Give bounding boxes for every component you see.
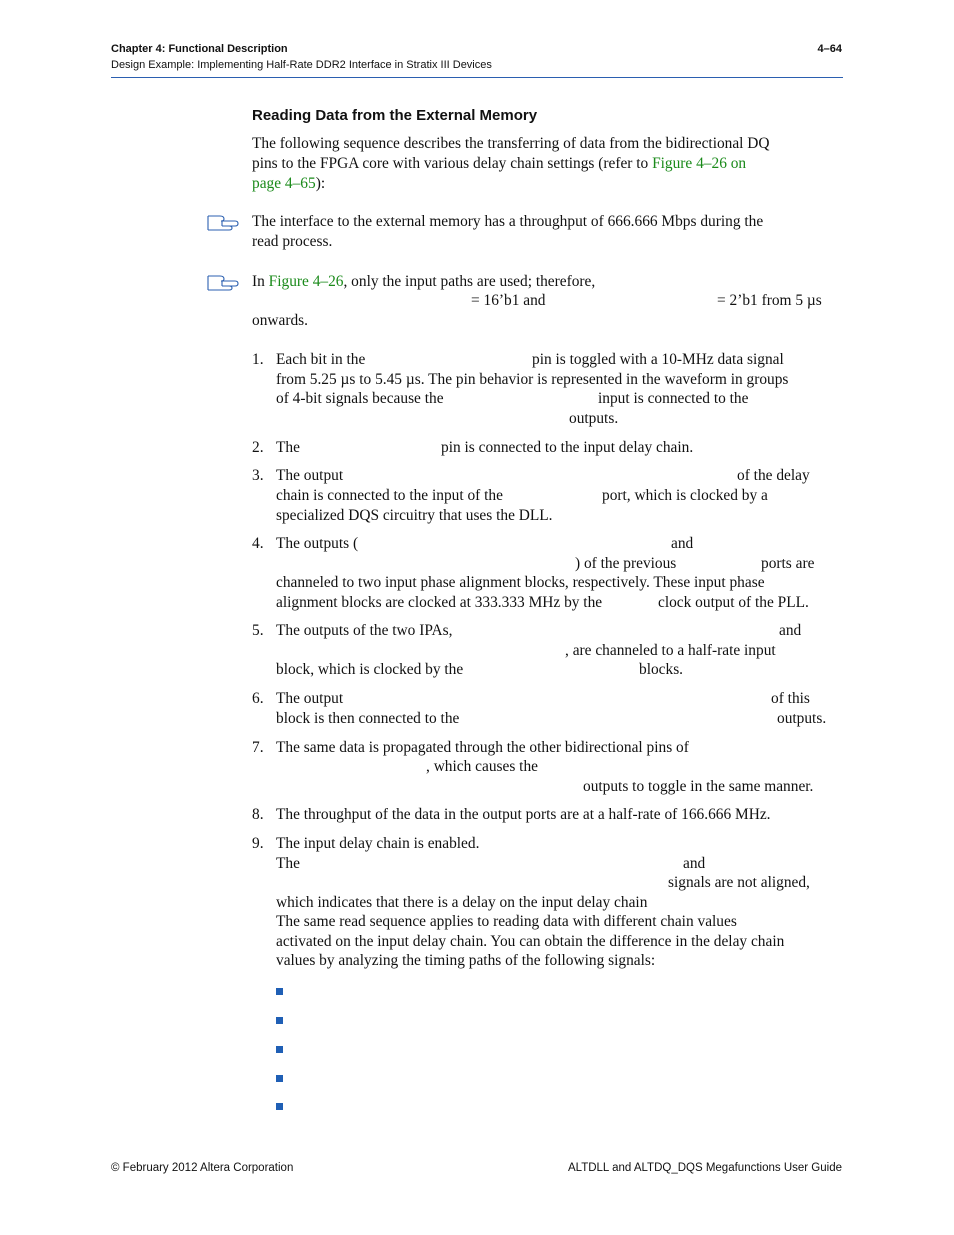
item-text: ) of the previous: [575, 555, 677, 572]
footer-copyright: © February 2012 Altera Corporation: [111, 1162, 294, 1174]
item-text: values by analyzing the timing paths of the following signals:: [276, 952, 656, 969]
footer-title: ALTDLL and ALTDQ_DQS Megafunctions User Guide: [567, 1162, 842, 1174]
item-text: and: [671, 535, 694, 552]
bullet-icon: [276, 1075, 283, 1082]
note-text: = 16’b1 and: [471, 292, 546, 309]
page-link[interactable]: page 4–65: [252, 175, 316, 192]
item-text: The: [276, 439, 300, 456]
item-text: of 4-bit signals because the: [276, 390, 444, 407]
item-text: signals are not aligned,: [668, 874, 810, 891]
item-text: clock output of the PLL.: [658, 594, 809, 611]
item-text: blocks.: [639, 661, 684, 678]
item-number: 7.: [252, 739, 264, 756]
intro-line: [252, 174, 325, 194]
item-text: port, which is clocked by a: [602, 487, 768, 504]
item-number: 3.: [252, 467, 264, 484]
note-text: read process.: [252, 233, 333, 250]
bullet-icon: [276, 1046, 283, 1053]
note-text: [252, 272, 595, 292]
item-text: outputs.: [777, 710, 827, 727]
item-text: activated on the input delay chain. You can obtain the difference in the delay chain: [276, 933, 785, 950]
item-text: of the delay: [737, 467, 810, 484]
item-text: of this: [771, 690, 810, 707]
item-text: The input delay chain is enabled.: [276, 835, 480, 852]
item-number: 8.: [252, 806, 264, 823]
item-text: block is then connected to the: [276, 710, 460, 727]
item-text: The outputs (: [276, 535, 359, 552]
header-rule: [111, 77, 843, 78]
intro-line: The following sequence describes the transferring of data from the bidirectional DQ: [252, 135, 770, 152]
item-text: , are channeled to a half-rate input: [565, 642, 776, 659]
item-text: specialized DQS circuitry that uses the DLL.: [276, 507, 553, 524]
item-text: pin is toggled with a 10-MHz data signal: [532, 351, 784, 368]
note-hand-icon: [207, 272, 239, 294]
item-text: The same read sequence applies to reading data with different chain values: [276, 913, 737, 930]
section-heading: Reading Data from the External Memory: [252, 107, 538, 124]
note-text: = 2’b1 from 5 µs: [717, 292, 822, 309]
note-text-part: , only the input paths are used; therefore,: [343, 273, 596, 290]
item-text: channeled to two input phase alignment blocks, respectively. These input phase: [276, 574, 765, 591]
item-text: outputs to toggle in the same manner.: [583, 778, 814, 795]
item-text: alignment blocks are clocked at 333.333 MHz by the: [276, 594, 603, 611]
item-text: Each bit in the: [276, 351, 366, 368]
bullet-icon: [276, 1103, 283, 1110]
intro-text: ):: [315, 175, 326, 192]
item-text: outputs.: [569, 410, 619, 427]
note-hand-icon: [207, 212, 239, 234]
chapter-header: Chapter 4: Functional Description: [111, 43, 288, 55]
note-text: The interface to the external memory has a throughput of 666.666 Mbps during the: [252, 213, 764, 230]
intro-text: pins to the FPGA core with various delay chain settings (refer to: [252, 155, 653, 172]
figure-link[interactable]: Figure 4–26 on: [652, 155, 747, 172]
item-text: and: [779, 622, 802, 639]
item-text: from 5.25 µs to 5.45 µs. The pin behavior is represented in the waveform in groups: [276, 371, 789, 388]
section-subtitle: Design Example: Implementing Half-Rate DDR2 Interface in Stratix III Devices: [111, 59, 492, 71]
item-text: input is connected to the: [598, 390, 749, 407]
item-text: and: [683, 855, 706, 872]
item-text: , which causes the: [426, 758, 538, 775]
item-number: 6.: [252, 690, 264, 707]
intro-line: [252, 154, 746, 174]
item-number: 2.: [252, 439, 264, 456]
item-text: chain is connected to the input of the: [276, 487, 503, 504]
bullet-icon: [276, 1017, 283, 1024]
item-text: The output: [276, 690, 344, 707]
item-text: The output: [276, 467, 344, 484]
item-text: ports are: [761, 555, 815, 572]
item-number: 1.: [252, 351, 264, 368]
item-text: The same data is propagated through the other bidirectional pins of: [276, 739, 689, 756]
note-text-part: In: [252, 273, 269, 290]
item-text: The throughput of the data in the output ports are at a half-rate of 166.666 MHz.: [276, 806, 771, 823]
item-text: The outputs of the two IPAs,: [276, 622, 453, 639]
figure-link[interactable]: Figure 4–26: [268, 273, 344, 290]
bullet-icon: [276, 988, 283, 995]
item-text: pin is connected to the input delay chain.: [441, 439, 694, 456]
item-text: block, which is clocked by the: [276, 661, 464, 678]
item-text: The: [276, 855, 300, 872]
item-number: 4.: [252, 535, 264, 552]
note-text: onwards.: [252, 312, 308, 329]
item-number: 9.: [252, 835, 264, 852]
item-text: which indicates that there is a delay on the input delay chain: [276, 894, 648, 911]
page-number: 4–64: [817, 43, 842, 55]
item-number: 5.: [252, 622, 264, 639]
